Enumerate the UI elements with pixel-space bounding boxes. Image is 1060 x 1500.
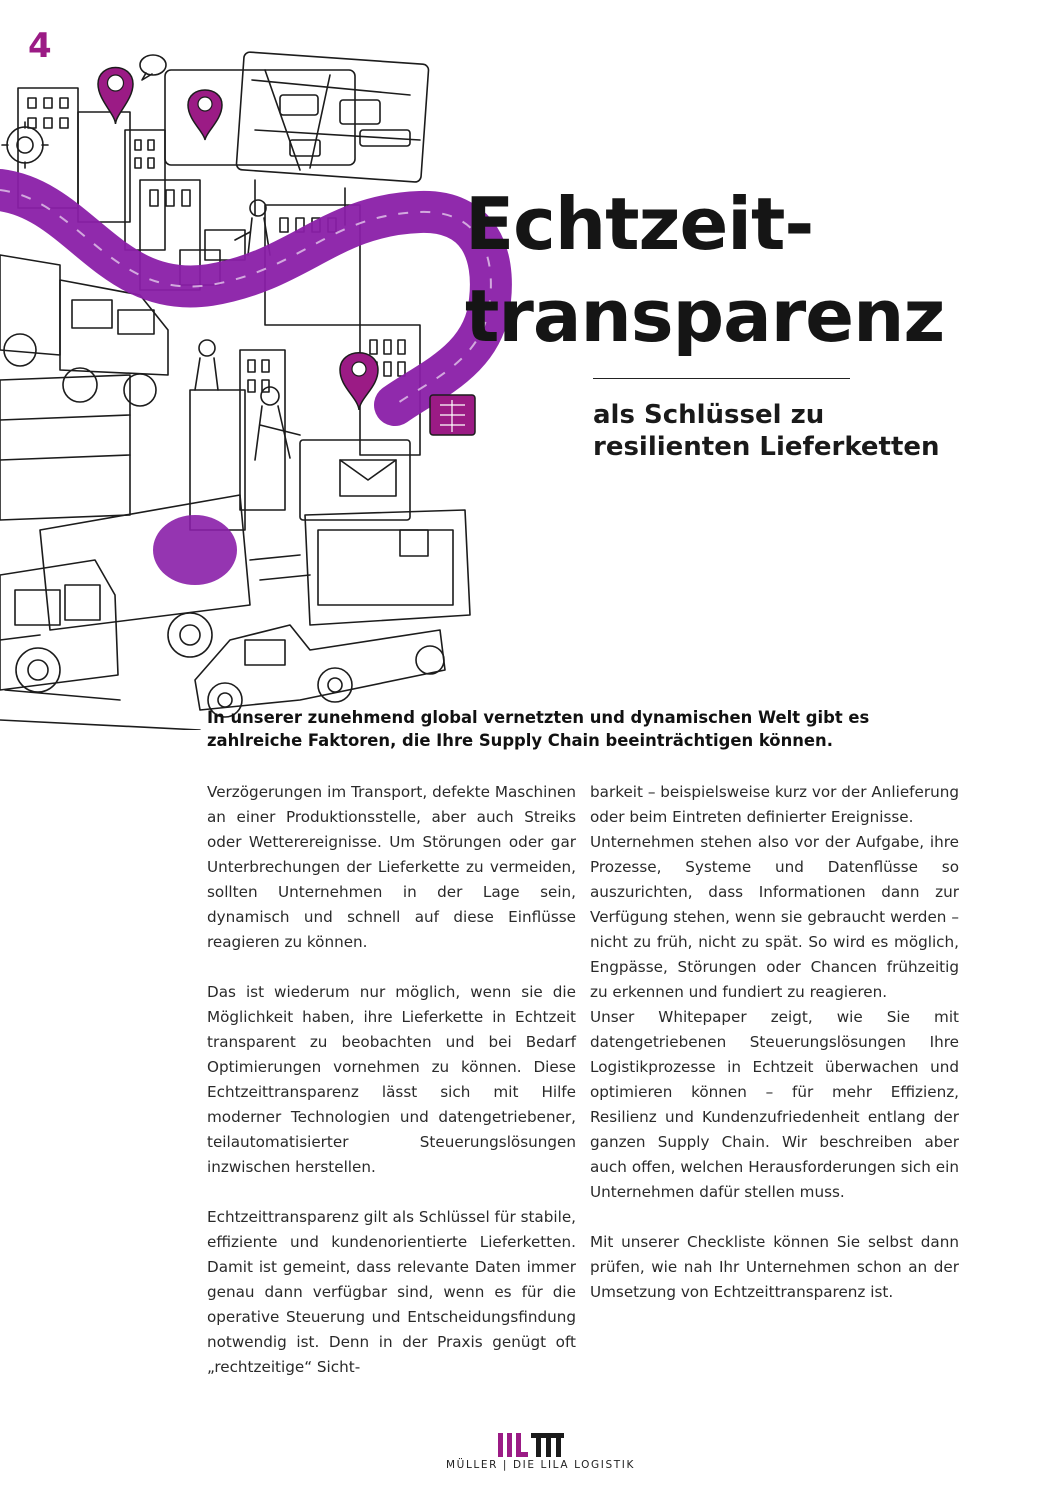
body-column-left: [207, 780, 576, 1380]
logo-text: MÜLLER | DIE LILA LOGISTIK: [446, 1459, 635, 1471]
page-subtitle: [593, 399, 940, 463]
location-pin-icon: [188, 90, 222, 140]
subtitle-line-2: resilienten Lieferketten: [593, 432, 940, 462]
body-paragraph: Echtzeittransparenz gilt als Schlüssel für stabile, effiziente und kundenorientierte Lieferketten. Damit ist gemeint, dass relevante Daten immer genau dann verfügbar sind, wenn es für die operative Steuerung und Entscheidungsfindung notwendig ist. Denn in der Praxis genügt oft „rechtzeitige“ Sicht-: [207, 1208, 576, 1376]
body-paragraph: Unser Whitepaper zeigt, wie Sie mit datengetriebenen Steuerungslösungen Ihre Logistikprozesse in Echtzeit überwachen und optimieren können – für mehr Effizienz, Resilienz und Kundenzufriedenheit entlang der ganzen Supply Chain. Wir beschreiben aber auch offen, welchen Herausforderungen sich ein Unternehmen dafür stellen muss.: [590, 1008, 959, 1201]
location-pin-icon: [340, 353, 378, 410]
body-paragraph: barkeit – beispielsweise kurz vor der Anlieferung oder beim Eintreten definierter Ereignisse.: [590, 783, 959, 826]
body-paragraph: Verzögerungen im Transport, defekte Maschinen an einer Produktionsstelle, aber auch Streiks oder Wetterereignisse. Um Störungen oder gar Unterbrechungen der Lieferkette zu vermeiden, sollten Unternehmen in der Lage sein, dynamisch und schnell auf diese Einflüsse reagieren zu können.: [207, 783, 576, 951]
page-number: 4: [28, 26, 52, 66]
truck-logo-blob: [153, 515, 237, 585]
footer-logo: [446, 1433, 635, 1471]
page-title: [465, 178, 944, 362]
body-column-right: [590, 780, 959, 1305]
lead-paragraph: In unserer zunehmend global vernetzten und dynamischen Welt gibt es zahlreiche Faktoren, die Ihre Supply Chain beeinträchtigen können.: [207, 708, 870, 750]
title-line-1: Echtzeit-: [465, 182, 814, 266]
purple-ribbon: [0, 190, 491, 405]
subtitle-line-1: als Schlüssel zu: [593, 400, 825, 430]
title-line-2: transparenz: [465, 274, 945, 358]
calendar-icon: [430, 395, 475, 435]
body-paragraph: Mit unserer Checkliste können Sie selbst dann prüfen, wie nah Ihr Unternehmen schon an der Umsetzung von Echtzeittransparenz ist.: [590, 1233, 959, 1301]
body-paragraph: Das ist wiederum nur möglich, wenn sie die Möglichkeit haben, ihre Lieferkette in Echtzeit transparent zu beobachten und bei Bedarf Optimierungen vornehmen zu können. Diese Echtzeittransparenz lässt sich mit Hilfe moderner Technologien und datengetriebener, teilautomatisierter Steuerungslösungen inzwischen herstellen.: [207, 983, 576, 1176]
mueller-logo-icon: [498, 1433, 564, 1457]
body-paragraph: Unternehmen stehen also vor der Aufgabe, ihre Prozesse, Systeme und Datenflüsse so auszurichten, dass Informationen dann zur Verfügung stehen, wenn sie gebraucht werden – nicht zu früh, nicht zu spät. So wird es möglich, Engpässe, Störungen oder Chancen frühzeitig zu erkennen und fundiert zu reagieren.: [590, 833, 959, 1001]
location-pin-icon: [98, 68, 133, 125]
logistics-city-illustration: [0, 40, 600, 730]
title-divider: [593, 378, 850, 379]
